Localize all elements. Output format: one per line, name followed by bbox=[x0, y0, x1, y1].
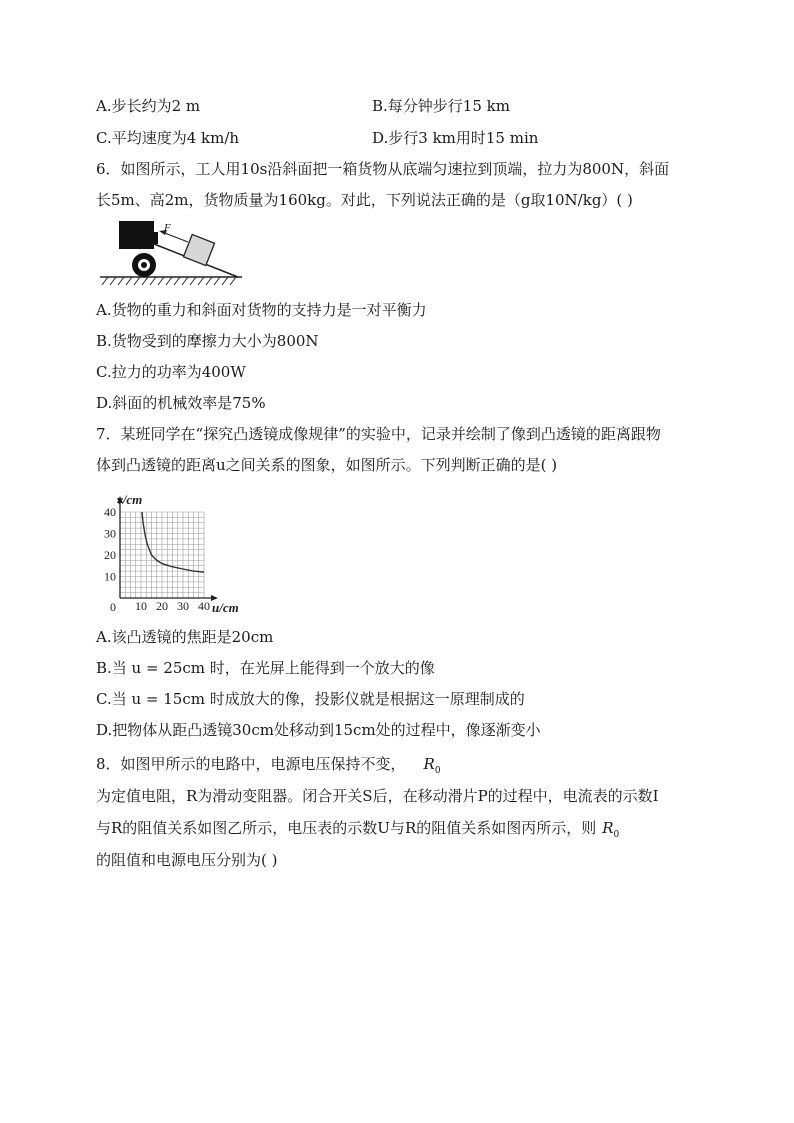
y-tick-label: 30 bbox=[104, 526, 116, 541]
y-tick-label: 40 bbox=[104, 505, 116, 519]
q7-option-b: B.当 u = 25cm 时，在光屏上能得到一个放大的像 bbox=[96, 659, 435, 677]
x-tick-label: 20 bbox=[156, 599, 168, 613]
chart-grid bbox=[120, 512, 204, 598]
q6-option-d: D.斜面的机械效率是75% bbox=[96, 394, 266, 412]
q6-stem-line2: 长5m、高2m，货物质量为160kg。对此，下列说法正确的是（g取10N/kg）( ) bbox=[96, 191, 633, 209]
q8-stem-line1 bbox=[96, 754, 441, 781]
q8-stem-line3 bbox=[96, 818, 619, 845]
ground-hatching bbox=[102, 277, 236, 285]
r0-subscript: 0 bbox=[434, 766, 441, 776]
q6-option-b: B.货物受到的摩擦力大小为800N bbox=[96, 332, 319, 350]
cargo-box bbox=[183, 234, 214, 265]
q5-option-c: C.平均速度为4 km/h bbox=[96, 129, 240, 147]
chart-x-axis-label: u/cm bbox=[212, 600, 239, 615]
chart-y-axis-label: v/cm bbox=[117, 492, 143, 507]
q6-stem-line1: 6．如图所示，工人用10s沿斜面把一箱货物从底端匀速拉到顶端，拉力为800N，斜面 bbox=[96, 160, 670, 178]
q7-option-d: D.把物体从距凸透镜30cm处移动到15cm处的过程中，像逐渐变小 bbox=[96, 721, 541, 739]
r0-symbol: R bbox=[423, 755, 435, 773]
x-tick-label: 30 bbox=[177, 599, 189, 613]
y-tick-label: 20 bbox=[104, 548, 116, 562]
truck-hitch bbox=[154, 232, 158, 244]
force-label: F bbox=[164, 222, 171, 234]
q6-option-c: C.拉力的功率为400W bbox=[96, 363, 246, 381]
x-tick-label: 10 bbox=[135, 599, 147, 613]
r0-symbol-2: R bbox=[602, 819, 614, 837]
q7-stem-line1: 7．某班同学在“探究凸透镜成像规律”的实验中，记录并绘制了像到凸透镜的距离跟物 bbox=[96, 425, 661, 443]
q7-stem-line2: 体到凸透镜的距离u之间关系的图象，如图所示。下列判断正确的是( ) bbox=[96, 456, 558, 474]
y-tick-label: 10 bbox=[104, 569, 116, 584]
q8-line1-text: 8．如图甲所示的电路中，电源电压保持不变， bbox=[96, 755, 406, 773]
q8-line3-text: 与R的阻值关系如图乙所示，电压表的示数U与R的阻值关系如图丙所示，则 bbox=[96, 819, 597, 837]
q5-option-b: B.每分钟步行15 km bbox=[372, 97, 510, 115]
x-tick-label: 40 bbox=[198, 599, 210, 613]
q7-option-c: C.当 u = 15cm 时成放大的像，投影仪就是根据这一原理制成的 bbox=[96, 690, 525, 708]
incline-figure bbox=[96, 218, 246, 288]
truck-body bbox=[119, 221, 154, 249]
y-tick-label: 0 bbox=[110, 600, 116, 614]
q7-option-a: A.该凸透镜的焦距是20cm bbox=[96, 628, 274, 646]
r0-subscript-2: 0 bbox=[613, 830, 620, 840]
q5-option-d: D.步行3 km用时15 min bbox=[372, 129, 539, 147]
q8-stem-line4: 的阻值和电源电压分别为( ) bbox=[96, 851, 278, 869]
q5-option-a: A.步长约为2 m bbox=[96, 97, 201, 115]
lens-chart bbox=[96, 490, 256, 616]
q8-stem-line2: 为定值电阻，R为滑动变阻器。闭合开关S后，在移动滑片P的过程中，电流表的示数I bbox=[96, 787, 659, 805]
q6-option-a: A.货物的重力和斜面对货物的支持力是一对平衡力 bbox=[96, 301, 427, 319]
